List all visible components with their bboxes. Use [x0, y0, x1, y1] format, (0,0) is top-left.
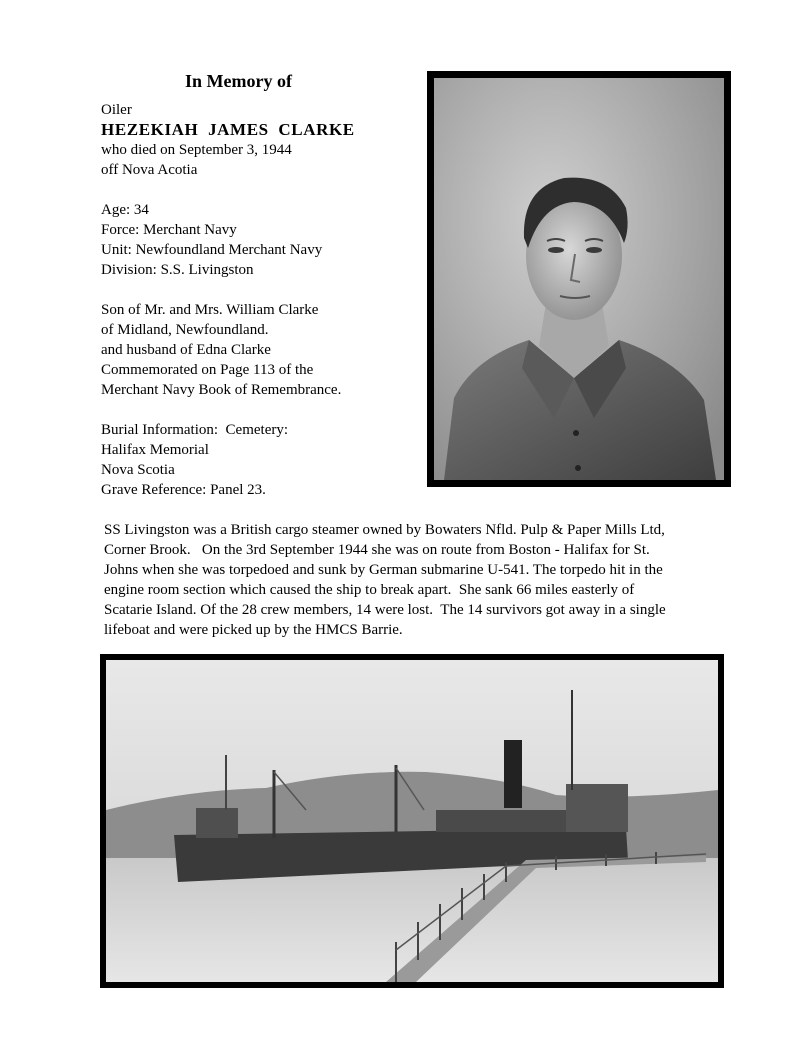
family-line: Son of Mr. and Mrs. William Clarke	[101, 302, 319, 318]
story-line: engine room section which caused the ship to break apart. She sank 66 miles easterly of	[104, 582, 635, 598]
family-line: Commemorated on Page 113 of the	[101, 362, 314, 378]
memorial-heading: In Memory of	[185, 71, 292, 91]
family-line: of Midland, Newfoundland.	[101, 322, 269, 338]
division: Division: S.S. Livingston	[101, 262, 254, 278]
story-line: Scatarie Island. Of the 28 crew members, 14 were lost. The 14 survivors got away in a single	[104, 602, 666, 618]
story-line: Johns when she was torpedoed and sunk by German submarine U-541. The torpedo hit in the	[104, 562, 663, 578]
death-location: off Nova Acotia	[101, 162, 198, 178]
story-line: SS Livingston was a British cargo steamer owned by Bowaters Nfld. Pulp & Paper Mills Ltd,	[104, 522, 665, 538]
unit: Unit: Newfoundland Merchant Navy	[101, 242, 323, 258]
burial-line: Grave Reference: Panel 23.	[101, 482, 266, 498]
biography-block	[101, 100, 421, 500]
burial-line: Nova Scotia	[101, 462, 175, 478]
story-line: lifeboat and were picked up by the HMCS Barrie.	[104, 622, 403, 638]
sailor-name: HEZEKIAH JAMES CLARKE	[101, 120, 355, 139]
story-line: Corner Brook. On the 3rd September 1944 she was on route from Boston - Halifax for St.	[104, 542, 650, 558]
ship-image	[106, 660, 718, 982]
rank: Oiler	[101, 102, 132, 118]
family-line: Merchant Navy Book of Remembrance.	[101, 382, 342, 398]
force: Force: Merchant Navy	[101, 222, 237, 238]
portrait-photo	[427, 71, 731, 487]
ship-history	[104, 520, 744, 640]
ship-photo	[100, 654, 724, 988]
death-date: who died on September 3, 1944	[101, 142, 292, 158]
burial-line: Halifax Memorial	[101, 442, 209, 458]
age: Age: 34	[101, 202, 149, 218]
portrait-image	[434, 78, 724, 480]
family-line: and husband of Edna Clarke	[101, 342, 271, 358]
burial-line: Burial Information: Cemetery:	[101, 422, 289, 438]
